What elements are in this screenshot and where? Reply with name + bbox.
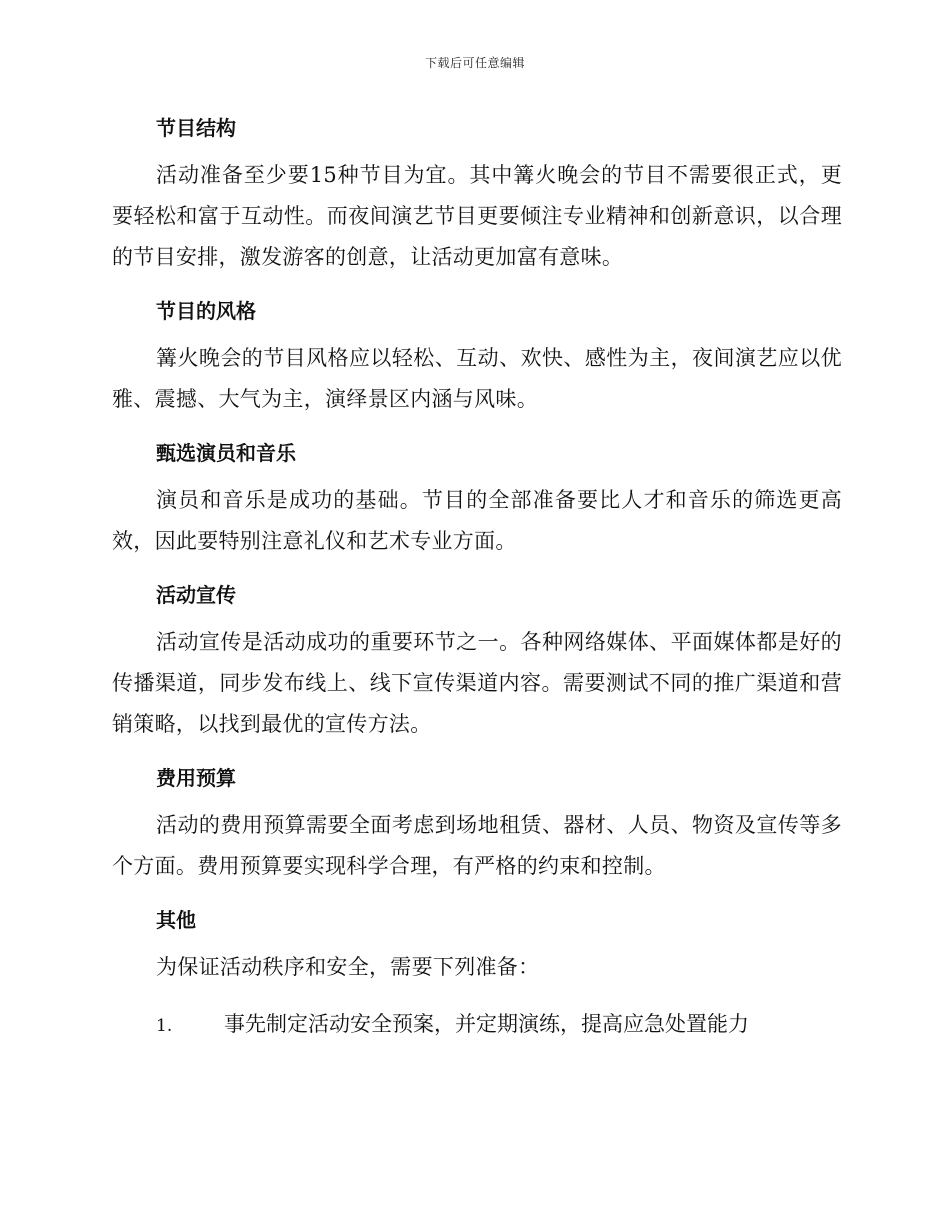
list-item-number: 1. <box>156 1016 173 1036</box>
header-note: 下载后可任意编辑 <box>424 56 525 70</box>
list-item-text: 事先制定活动安全预案，并定期演练，提高应急处置能力 <box>224 1012 749 1036</box>
section-heading-other: 其他 <box>156 908 196 932</box>
section-paragraph-performers-music: 演员和音乐是成功的基础。节目的全部准备要比人才和音乐的筛选更高效，因此要特别注意礼仪和艺术专业方面。 <box>112 488 842 553</box>
section-paragraph-other: 为保证活动秩序和安全，需要下列准备： <box>156 955 540 979</box>
section-paragraph-program-structure: 活动准备至少要15种节目为宜。其中篝火晚会的节目不需要很正式，更要轻松和富于互动性。而夜间演艺节目更要倾注专业精神和创新意识，以合理的节目安排，激发游客的创意，让活动更加富有意味。 <box>112 163 842 269</box>
section-heading-performers-music: 甄选演员和音乐 <box>156 441 296 465</box>
section-heading-promotion: 活动宣传 <box>156 583 236 607</box>
section-paragraph-promotion: 活动宣传是活动成功的重要环节之一。各种网络媒体、平面媒体都是好的传播渠道，同步发布线上、线下宣传渠道内容。需要测试不同的推广渠道和营销策略，以找到最优的宣传方法。 <box>112 630 842 736</box>
section-paragraph-budget: 活动的费用预算需要全面考虑到场地租赁、器材、人员、物资及宣传等多个方面。费用预算要实现科学合理，有严格的约束和控制。 <box>112 813 842 878</box>
section-heading-budget: 费用预算 <box>156 766 236 790</box>
section-heading-program-structure: 节目结构 <box>156 116 236 140</box>
list-item <box>112 1004 842 1047</box>
section-heading-program-style: 节目的风格 <box>156 299 256 323</box>
document-body <box>112 111 842 1047</box>
section-paragraph-program-style: 篝火晚会的节目风格应以轻松、互动、欢快、感性为主，夜间演艺应以优雅、震撼、大气为主，演绎景区内涵与风味。 <box>112 346 842 411</box>
